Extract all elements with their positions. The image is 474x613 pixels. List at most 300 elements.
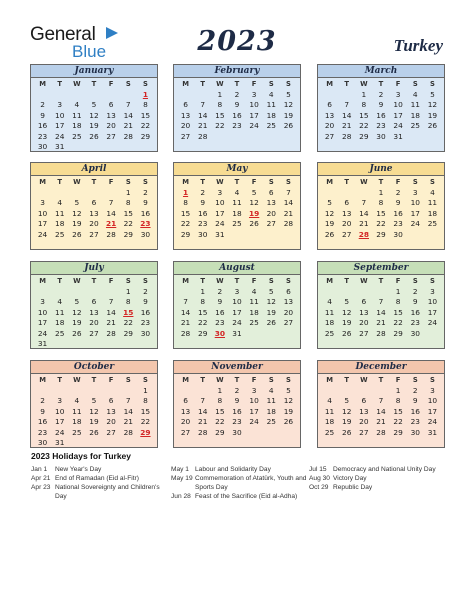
day: 3	[40, 297, 45, 306]
day: 19	[283, 406, 294, 416]
day: 21	[198, 121, 208, 130]
day: 21	[359, 219, 369, 228]
day: 8	[183, 198, 188, 207]
month-title: November	[174, 361, 300, 374]
day: 18	[324, 318, 335, 327]
day: 31	[232, 328, 242, 338]
empty-day	[372, 287, 389, 298]
weekday-label: T	[91, 376, 97, 384]
day: 3	[412, 187, 418, 197]
month-october	[30, 360, 158, 448]
weekday-label: S	[125, 376, 131, 384]
day: 18	[72, 121, 82, 130]
day: 20	[266, 208, 276, 218]
day: 24	[215, 219, 225, 228]
day: 13	[89, 307, 99, 317]
day: 29	[123, 328, 133, 338]
day: 22	[180, 219, 191, 228]
weekday-label: W	[73, 178, 81, 186]
day: 8	[125, 297, 131, 306]
day: 7	[378, 396, 384, 405]
holiday-date: Apr 23	[31, 484, 51, 492]
day: 24	[427, 417, 438, 426]
empty-day	[103, 287, 120, 298]
day: 26	[342, 328, 352, 338]
day: 24	[249, 121, 259, 130]
day: 21	[342, 121, 352, 130]
weekday-label: T	[57, 178, 63, 186]
day: 10	[393, 100, 403, 109]
day: 31	[55, 438, 65, 447]
day: 14	[198, 406, 208, 416]
empty-day	[372, 386, 389, 397]
day: 6	[108, 396, 114, 405]
weekday-label: T	[57, 80, 63, 88]
weekday-label: M	[182, 178, 189, 186]
day: 13	[106, 406, 116, 416]
weekday-label: S	[285, 80, 291, 88]
empty-day	[355, 386, 372, 397]
day: 10	[427, 297, 438, 306]
day: 3	[40, 198, 45, 207]
day: 18	[266, 110, 276, 120]
holiday-date: Oct 29	[309, 484, 329, 492]
day: 20	[342, 219, 352, 228]
empty-day	[177, 287, 194, 298]
day: 9	[200, 198, 206, 207]
day: 16	[410, 307, 420, 317]
day: 17	[427, 307, 438, 317]
day: 9	[234, 100, 240, 109]
day: 5	[91, 100, 97, 109]
holiday-column	[309, 466, 449, 494]
day: 2	[378, 89, 384, 99]
day: 13	[324, 110, 335, 120]
day: 12	[266, 297, 276, 306]
day: 29	[180, 229, 191, 239]
day: 22	[393, 318, 403, 327]
weekday-label: F	[251, 376, 257, 384]
holidays-title: 2023 Holidays for Turkey	[31, 451, 131, 461]
day: 18	[55, 318, 65, 327]
day: 24	[37, 229, 48, 239]
holiday-day: 21	[105, 219, 117, 228]
day: 23	[232, 417, 242, 426]
day: 15	[140, 406, 151, 416]
day: 20	[359, 318, 369, 327]
weekday-label: T	[378, 277, 384, 285]
day: 30	[393, 229, 403, 239]
day: 25	[232, 219, 242, 228]
day: 21	[123, 121, 133, 130]
day: 14	[106, 208, 116, 218]
weekday-label: T	[344, 376, 350, 384]
empty-day	[338, 90, 355, 101]
month-september	[317, 261, 445, 349]
day: 26	[283, 121, 294, 130]
day: 20	[324, 121, 335, 130]
day: 4	[234, 187, 240, 197]
day: 3	[57, 396, 63, 405]
weekday-label: S	[268, 178, 274, 186]
day: 17	[393, 110, 403, 120]
day-grid	[174, 374, 300, 438]
day: 4	[412, 89, 418, 99]
day: 18	[427, 208, 438, 218]
weekday-label: S	[142, 178, 148, 186]
day: 29	[140, 131, 151, 141]
day: 7	[200, 396, 206, 405]
weekday-label: F	[395, 178, 401, 186]
day: 2	[40, 396, 45, 405]
day: 16	[232, 406, 242, 416]
day: 11	[232, 198, 242, 207]
day: 26	[72, 328, 82, 338]
day: 25	[55, 229, 65, 239]
day: 6	[361, 396, 367, 405]
day: 10	[55, 110, 65, 120]
day: 8	[395, 297, 401, 306]
day: 31	[215, 229, 225, 239]
day: 14	[283, 198, 294, 207]
day: 23	[232, 121, 242, 130]
weekday-label: W	[216, 178, 224, 186]
day: 10	[427, 396, 438, 405]
day: 4	[327, 297, 332, 306]
day-grid	[318, 78, 444, 142]
day: 11	[410, 100, 420, 109]
day: 13	[180, 406, 191, 416]
weekday-label: S	[268, 277, 274, 285]
day: 14	[180, 307, 191, 317]
holiday-item	[31, 466, 171, 475]
day: 26	[266, 318, 276, 327]
day: 1	[200, 286, 206, 296]
weekday-label: S	[412, 376, 418, 384]
day: 14	[359, 208, 369, 218]
day: 4	[57, 297, 63, 306]
holiday-item	[309, 475, 449, 484]
day: 12	[342, 307, 352, 317]
weekday-label: W	[216, 277, 224, 285]
holiday-name: Commemoration of Atatürk, Youth and Sports Day	[195, 475, 307, 491]
day: 25	[72, 131, 82, 141]
day: 3	[251, 89, 257, 99]
day: 2	[143, 286, 148, 296]
day: 4	[268, 89, 274, 99]
day: 28	[376, 328, 386, 338]
weekday-label: M	[39, 178, 46, 186]
empty-day	[338, 287, 355, 298]
day: 3	[395, 89, 401, 99]
day: 29	[215, 427, 225, 437]
weekday-label: S	[285, 178, 291, 186]
holiday-item	[171, 493, 311, 502]
weekday-label: S	[285, 277, 291, 285]
day: 9	[217, 297, 223, 306]
day: 17	[249, 406, 259, 416]
day: 19	[427, 110, 438, 120]
weekday-label: S	[429, 277, 435, 285]
day: 21	[376, 318, 386, 327]
day: 19	[72, 219, 82, 228]
day: 15	[198, 307, 208, 317]
empty-day	[355, 188, 372, 199]
empty-day	[103, 188, 120, 199]
day: 17	[55, 417, 65, 426]
day: 5	[286, 89, 291, 99]
day: 1	[217, 89, 223, 99]
weekday-label: T	[234, 277, 240, 285]
weekday-label: M	[326, 178, 333, 186]
day: 3	[430, 385, 435, 395]
day-grid	[31, 78, 157, 153]
day: 3	[430, 286, 435, 296]
day-grid	[31, 275, 157, 350]
day: 29	[198, 328, 208, 338]
day: 15	[215, 110, 225, 120]
day: 2	[234, 385, 240, 395]
empty-day	[321, 188, 338, 199]
day: 11	[55, 307, 65, 317]
day: 29	[359, 131, 369, 141]
empty-day	[321, 287, 338, 298]
empty-day	[68, 90, 85, 101]
logo-word-blue: Blue	[72, 42, 107, 61]
day: 8	[361, 100, 367, 109]
weekday-label: S	[429, 80, 435, 88]
day: 11	[266, 100, 276, 109]
weekday-label: T	[200, 376, 206, 384]
month-title: February	[174, 65, 300, 78]
day: 16	[198, 208, 208, 218]
weekday-label: M	[182, 80, 189, 88]
day: 7	[108, 297, 114, 306]
weekday-label: F	[395, 80, 401, 88]
day: 19	[324, 219, 335, 228]
holiday-item	[171, 466, 311, 475]
day: 16	[376, 110, 386, 120]
weekday-label: W	[360, 80, 368, 88]
holiday-day: 23	[140, 219, 151, 228]
month-title: July	[31, 262, 157, 275]
day: 16	[37, 121, 48, 130]
day: 9	[40, 110, 45, 120]
empty-day	[120, 386, 137, 397]
day: 25	[249, 318, 259, 327]
day: 15	[376, 208, 386, 218]
weekday-label: M	[326, 376, 333, 384]
day: 15	[180, 208, 191, 218]
day: 27	[106, 131, 116, 141]
day: 9	[143, 198, 148, 207]
day: 20	[180, 121, 191, 130]
holiday-day: 30	[214, 328, 225, 338]
day-grid	[31, 176, 157, 240]
day: 8	[125, 198, 131, 207]
weekday-label: W	[73, 376, 81, 384]
empty-day	[34, 386, 51, 397]
month-may	[173, 162, 301, 250]
day: 6	[268, 187, 274, 197]
day: 5	[74, 297, 80, 306]
day: 20	[283, 307, 294, 317]
day: 6	[361, 297, 367, 306]
weekday-label: T	[200, 178, 206, 186]
day: 14	[342, 110, 352, 120]
weekday-label: S	[429, 178, 435, 186]
day: 2	[217, 286, 223, 296]
day: 25	[324, 427, 335, 437]
day: 2	[143, 187, 148, 197]
day: 22	[123, 219, 133, 228]
day: 5	[430, 89, 435, 99]
empty-day	[120, 90, 137, 101]
holiday-date: Jun 28	[171, 492, 191, 500]
day: 19	[89, 121, 99, 130]
empty-day	[85, 386, 102, 397]
weekday-label: M	[39, 376, 46, 384]
holiday-day: 19	[248, 208, 260, 218]
day: 27	[266, 219, 276, 228]
day: 6	[108, 100, 114, 109]
month-january	[30, 64, 158, 152]
day: 29	[123, 229, 133, 239]
month-title: December	[318, 361, 444, 374]
day: 9	[378, 100, 384, 109]
holiday-column	[31, 466, 171, 502]
day: 3	[57, 100, 63, 109]
holiday-column	[171, 466, 311, 502]
day: 19	[89, 417, 99, 426]
weekday-label: T	[57, 376, 63, 384]
day: 30	[37, 142, 48, 151]
day: 12	[249, 198, 259, 207]
day: 18	[410, 110, 420, 120]
day: 6	[183, 100, 188, 109]
day-grid	[318, 374, 444, 438]
day: 7	[344, 100, 350, 109]
day: 24	[37, 328, 48, 338]
day: 2	[395, 187, 401, 197]
day-grid	[174, 78, 300, 142]
day: 20	[180, 417, 191, 426]
day: 18	[72, 417, 82, 426]
holiday-date: Jan 1	[31, 466, 48, 473]
holiday-name: Victory Day	[333, 475, 367, 483]
day: 24	[232, 318, 242, 327]
day: 6	[91, 198, 97, 207]
weekday-label: S	[429, 376, 435, 384]
day: 23	[140, 318, 151, 327]
empty-day	[194, 90, 211, 101]
day: 30	[376, 131, 386, 141]
day: 10	[215, 198, 225, 207]
day: 28	[123, 131, 133, 141]
empty-day	[177, 90, 194, 101]
weekday-label: W	[360, 178, 368, 186]
day: 23	[410, 417, 420, 426]
day: 10	[37, 208, 48, 218]
day: 12	[342, 406, 352, 416]
day: 24	[55, 131, 65, 141]
day: 29	[393, 427, 403, 437]
empty-day	[34, 287, 51, 298]
weekday-label: T	[91, 277, 97, 285]
day: 13	[359, 307, 369, 317]
weekday-label: T	[234, 178, 240, 186]
day: 7	[361, 198, 367, 207]
day: 26	[283, 417, 294, 426]
weekday-label: F	[108, 80, 114, 88]
day: 26	[89, 427, 99, 437]
day: 27	[359, 427, 369, 437]
day: 1	[395, 385, 401, 395]
day: 8	[395, 396, 401, 405]
day: 28	[342, 131, 352, 141]
day: 21	[283, 208, 294, 218]
day: 28	[198, 131, 208, 141]
day-grid	[318, 176, 444, 240]
holiday-name: Feast of the Sacrifice (Eid al-Adha)	[195, 492, 298, 500]
empty-day	[51, 90, 68, 101]
day: 10	[55, 406, 65, 416]
day: 25	[266, 121, 276, 130]
holiday-name: Labour and Solidarity Day	[195, 466, 271, 473]
day: 10	[249, 100, 259, 109]
day: 27	[180, 427, 191, 437]
day: 4	[327, 396, 332, 405]
day: 14	[106, 307, 116, 317]
day: 7	[286, 187, 291, 197]
day: 27	[324, 131, 335, 141]
day: 20	[106, 121, 116, 130]
empty-day	[321, 90, 338, 101]
day: 7	[378, 297, 384, 306]
day: 12	[89, 110, 99, 120]
weekday-label: W	[360, 376, 368, 384]
empty-day	[51, 188, 68, 199]
day: 16	[410, 406, 420, 416]
day: 20	[89, 318, 99, 327]
day-grid	[31, 374, 157, 449]
day: 28	[123, 427, 133, 437]
empty-day	[85, 90, 102, 101]
day: 21	[123, 417, 133, 426]
day: 9	[143, 297, 148, 306]
weekday-label: F	[251, 277, 257, 285]
day: 1	[125, 286, 131, 296]
day: 17	[427, 406, 438, 416]
day: 17	[232, 307, 242, 317]
holiday-name: Republic Day	[333, 484, 373, 492]
weekday-label: T	[344, 277, 350, 285]
day: 17	[37, 318, 48, 327]
day: 7	[108, 198, 114, 207]
day: 16	[215, 307, 225, 317]
day: 22	[140, 121, 151, 130]
day: 4	[430, 187, 435, 197]
day: 13	[359, 406, 369, 416]
day: 27	[106, 427, 116, 437]
day: 2	[40, 100, 45, 109]
day: 9	[412, 297, 418, 306]
month-title: August	[174, 262, 300, 275]
empty-day	[177, 386, 194, 397]
month-title: June	[318, 163, 444, 176]
day: 2	[412, 385, 418, 395]
month-title: October	[31, 361, 157, 374]
